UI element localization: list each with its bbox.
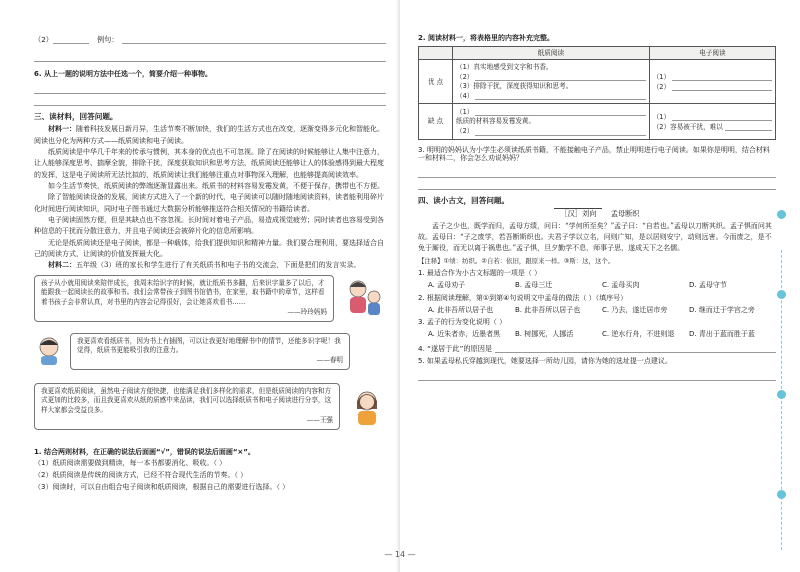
cell-text: （4） — [456, 92, 474, 101]
answer-line[interactable] — [34, 94, 386, 106]
q6-question: 6. 从上一题的说明方法中任选一个，简要介绍一种事物。 — [34, 70, 212, 78]
story-text: 孟子之少也，既学而归，孟母方绩，问曰：“学何所至矣？”孟子曰：“自若也。”孟母以刀断其织。孟子惧而问其故。孟母曰：“子之废学，若吾断斯织也。夫君子学以立名，问则广知，是以居则安宁，动则远害。今而废之，是不免于厮役，而无以离于祸患也。”孟子惧，旦夕勤学不息，师事子思，遂成天下之名儒。 — [418, 221, 772, 253]
quote-sign: ——玲玲妈妈 — [287, 308, 327, 317]
q4-question: 4. “遂居于此”的原因是 — [418, 343, 493, 353]
answer-blank[interactable] — [672, 72, 772, 81]
page-number: — 14 — — [384, 550, 416, 559]
quotes-area — [34, 275, 386, 445]
cell-line — [653, 82, 772, 91]
q2-question: 2. 阅读材料一，将表格里的内容补充完整。 — [418, 34, 554, 42]
mc-option[interactable]: C. 逆水行舟，不进则退 — [602, 330, 675, 339]
answer-line[interactable] — [34, 82, 386, 94]
material-text: 电子阅读固然方便，但是其缺点也不容忽视。长时间对着电子产品，易造成视觉疲劳；同时读者也容易受到各种信息的干扰而分散注意力，并且电子阅读还会被碎片化的信息所影响。 — [34, 215, 384, 236]
cell-text: （1）真实地感受到文字和书香。 — [456, 62, 553, 71]
material-paragraph — [34, 192, 386, 215]
mc-option[interactable]: B. 树挪死，人挪活 — [515, 330, 574, 339]
q2-example-row — [34, 34, 386, 44]
material-text: 纸质阅读是中华几千年来的传承与惯例，其本身的优点也不可忽视。除了在阅读的时候能够让人集中注意力，让人能够深度思考、揣摩全貌，排除干扰，深度获取知识和思考方法，纸质阅读还能够让人的体验感得到最大程度的发挥，这是电子阅读所无法比拟的，纸质阅读让我们能够注重点对事物深入理解，也能够提高阅读效率。 — [34, 147, 384, 179]
section-4-title: 四、读小古文，回答问题。 — [418, 196, 510, 206]
q1-item-2[interactable]: （2）纸质阅读是传统的阅读方式，已经不符合现代生活的节奏。（ ） — [34, 471, 248, 479]
paper-header: 纸质阅读 — [453, 46, 650, 59]
pros-label: 优 点 — [419, 59, 453, 103]
cons-label: 缺 点 — [419, 104, 453, 139]
cons-paper-cell — [453, 104, 650, 139]
cell-text: （3）排除干扰，深度获得知识和思考。 — [456, 82, 573, 91]
mc-options — [428, 330, 776, 339]
pros-row — [419, 59, 776, 103]
answer-blank[interactable] — [475, 107, 645, 116]
cell-text: （1） — [456, 108, 474, 117]
mc-question: 1. 最适合作为小古文标题的一项是（ ） — [418, 269, 542, 278]
answer-line[interactable] — [418, 369, 776, 381]
q2-label: （2） — [34, 35, 53, 44]
pros-digital-cell — [649, 59, 775, 103]
q1-question: 1. 结合两则材料，在正确的说法后面画“√”，错误的说法后面画“×”。 — [34, 447, 255, 456]
cons-digital-cell — [649, 104, 775, 139]
story-author: ［汉］刘向 — [554, 208, 602, 218]
multiple-choice-list — [418, 269, 776, 339]
cell-line — [456, 117, 646, 125]
cell-text: （1） — [652, 72, 671, 81]
quote-box-2 — [70, 333, 350, 371]
cell-line — [456, 72, 646, 81]
cell-text: （2） — [456, 127, 474, 136]
q1-item-3[interactable]: （3）阅读时，可以自由组合电子阅读和纸质阅读，根据自己的需要进行选择。（ ） — [34, 482, 290, 491]
story-title-block — [418, 209, 776, 218]
q4-blank[interactable] — [495, 343, 776, 353]
material-text: 除了智能阅读设备的发展，阅读方式进入了一个新的时代，电子阅读可以随时随地阅读资料，读者能利用碎片化时间进行阅读知识，同时电子图书通过大数据分析能够推送符合相关情况的书籍给读者。 — [34, 193, 384, 213]
table-header-row — [419, 46, 776, 59]
binding-dot — [777, 390, 786, 399]
mc-option[interactable]: D. 青出于蓝而胜于蓝 — [689, 330, 755, 339]
quote-text: 孩子从小就用阅读来陪伴成长，我周末给识字的时候，就让纸质书多翻，后来识字量多了以后，才能跟我一起阅读长的故事和书。我们会常带孩子到图书馆借书，在家里，取书籍中的章节，这样看着书孩子会非常认真，对书里的内容会记得很好，会让她喜欢看书…… — [41, 278, 325, 307]
quote-sign: ——王强 — [306, 416, 333, 425]
material-lead: 材料一： — [48, 125, 76, 134]
cell-text: （1） — [652, 112, 671, 121]
mc-options — [428, 306, 776, 315]
quote-box-3 — [34, 383, 340, 431]
girl-avatar-icon — [350, 389, 384, 429]
cell-line — [653, 72, 772, 81]
mc-question: 2. 根据阅读理解，第①到第④句说明文中孟母的做法（ ）（填序号） — [418, 293, 628, 302]
q3-question: 3. 明明的妈妈认为小学生必须读纸质书籍，不能接触电子产品，禁止明明进行电子阅读。如果你是明明，结合材料一和材料二，你会怎么劝说妈妈？ — [418, 145, 770, 163]
material-paragraph — [34, 238, 386, 261]
cell-text: （2） — [652, 82, 671, 91]
answer-line[interactable] — [418, 166, 776, 178]
quote-text: 我更喜欢纸质阅读，虽然电子阅读方便快捷，也能满足我们多样化的需求，但是纸质阅读的内容和方式更加的比较多，而且我更喜欢从纸的质感中来品读，我们可以选择纸质书和电子阅读进行分享，这样大家都会受益良多。 — [41, 386, 332, 415]
answer-line[interactable] — [34, 50, 386, 62]
boy-avatar-icon — [34, 335, 64, 365]
cell-line — [653, 112, 772, 121]
q5-question: 5. 如果孟母私氏穿越到现代，她要选择一所幼儿园，请你为她的选址提一点建议。 — [418, 356, 672, 365]
answer-blank[interactable] — [672, 82, 772, 91]
cell-line — [456, 91, 646, 100]
section-3-title: 三、读材料，回答问题。 — [34, 111, 118, 121]
material-text: 无论是纸质阅读还是电子阅读，都是一种载体，给我们提供知识和精神力量。我们要合理利用，要选择适合自己的阅读方式，让阅读的价值发挥最大化。 — [34, 238, 384, 258]
cell-text: （2）容易被干扰，难以 — [652, 122, 723, 131]
mc-option[interactable]: D. 孟母守节 — [689, 281, 727, 290]
binding-dot — [777, 490, 786, 499]
cell-line — [456, 63, 646, 71]
cell-text: 纸质的材料容易发霉发黄。 — [456, 117, 536, 126]
answer-blank[interactable] — [672, 112, 772, 121]
cell-line — [456, 107, 646, 116]
answer-blank[interactable] — [725, 122, 772, 131]
answer-blank[interactable] — [475, 91, 645, 100]
mc-options — [428, 281, 776, 290]
cell-line — [653, 122, 772, 131]
mc-option[interactable]: C. 乃去，遂迁居市旁 — [602, 305, 668, 314]
answer-blank[interactable] — [475, 72, 645, 81]
mc-option[interactable]: A. 此非吾所以居子也 — [428, 305, 494, 314]
binding-dot — [777, 290, 786, 299]
quote-box-1 — [34, 275, 334, 323]
material-paragraph — [34, 124, 386, 147]
mc-option[interactable]: A. 近朱者赤，近墨者黑 — [428, 330, 501, 339]
story-title: 孟母断织 — [610, 208, 640, 218]
material-paragraph — [34, 181, 386, 192]
mc-option[interactable]: D. 继而迁于学宫之旁 — [689, 305, 755, 314]
material-paragraph — [34, 260, 386, 271]
q2-example-blank[interactable] — [122, 34, 386, 44]
material-paragraph — [34, 147, 386, 181]
cell-line — [456, 127, 646, 136]
mother-child-illustration — [344, 277, 384, 317]
cell-text: （2） — [456, 72, 474, 81]
q2-blank[interactable] — [53, 34, 89, 44]
material-paragraph — [34, 215, 386, 238]
comparison-table — [418, 46, 776, 140]
quote-sign: ——春明 — [316, 356, 343, 365]
quote-text: 我更喜欢看纸质书，因为书上有插图，可以让我更好地理解书中的情节，还能多识字呢！我觉得，纸质书更能吸引我的注意力。 — [77, 336, 341, 355]
q1-item-1[interactable]: （1）纸质阅读需要做到精读，每一本书都要消化、吸收。（ ） — [34, 459, 227, 468]
digital-header: 电子阅读 — [649, 46, 775, 59]
q2-example-label: 例句： — [96, 35, 119, 44]
cons-row — [419, 104, 776, 139]
story-note: 【注释】①绩：纺织。②自若：依旧，跟原来一样。③斯：这，这个。 — [418, 256, 615, 265]
material-paragraphs — [34, 124, 386, 271]
mc-option[interactable]: B. 孟母三迁 — [515, 281, 553, 290]
answer-blank[interactable] — [475, 127, 645, 136]
right-page — [400, 0, 800, 572]
binding-dot — [777, 210, 786, 219]
mc-option[interactable]: B. 此非吾所以居子也 — [515, 305, 581, 314]
mc-option[interactable]: A. 孟母劝子 — [428, 281, 466, 290]
binding-guide — [772, 250, 782, 550]
q4-row — [418, 343, 776, 353]
pros-paper-cell — [453, 59, 650, 103]
material-text: 随着科技发展日新月异，生活节奏不断加快，我们的生活方式也在改变，逐渐变得多元化和智能化。阅读也分化为两种方式——纸质阅读和电子阅读。 — [34, 125, 384, 145]
material-text: 如今生活节奏快，纸质阅读的弊端逐渐显露出来。纸质书的材料容易发霉发黄，不便于保存，携带也不方便。 — [48, 181, 384, 190]
table-corner — [419, 46, 453, 59]
material-lead: 材料二： — [48, 261, 76, 270]
mc-question: 3. 孟子的行为变化说明（ ） — [418, 318, 507, 327]
mc-option[interactable]: C. 孟母买肉 — [602, 281, 640, 290]
answer-line[interactable] — [418, 178, 776, 190]
cell-line — [456, 82, 646, 90]
material-text: 五年级（3）班的家长和学生进行了有关纸质书和电子书的交流会，下面是把们的发言实录。 — [76, 261, 361, 270]
